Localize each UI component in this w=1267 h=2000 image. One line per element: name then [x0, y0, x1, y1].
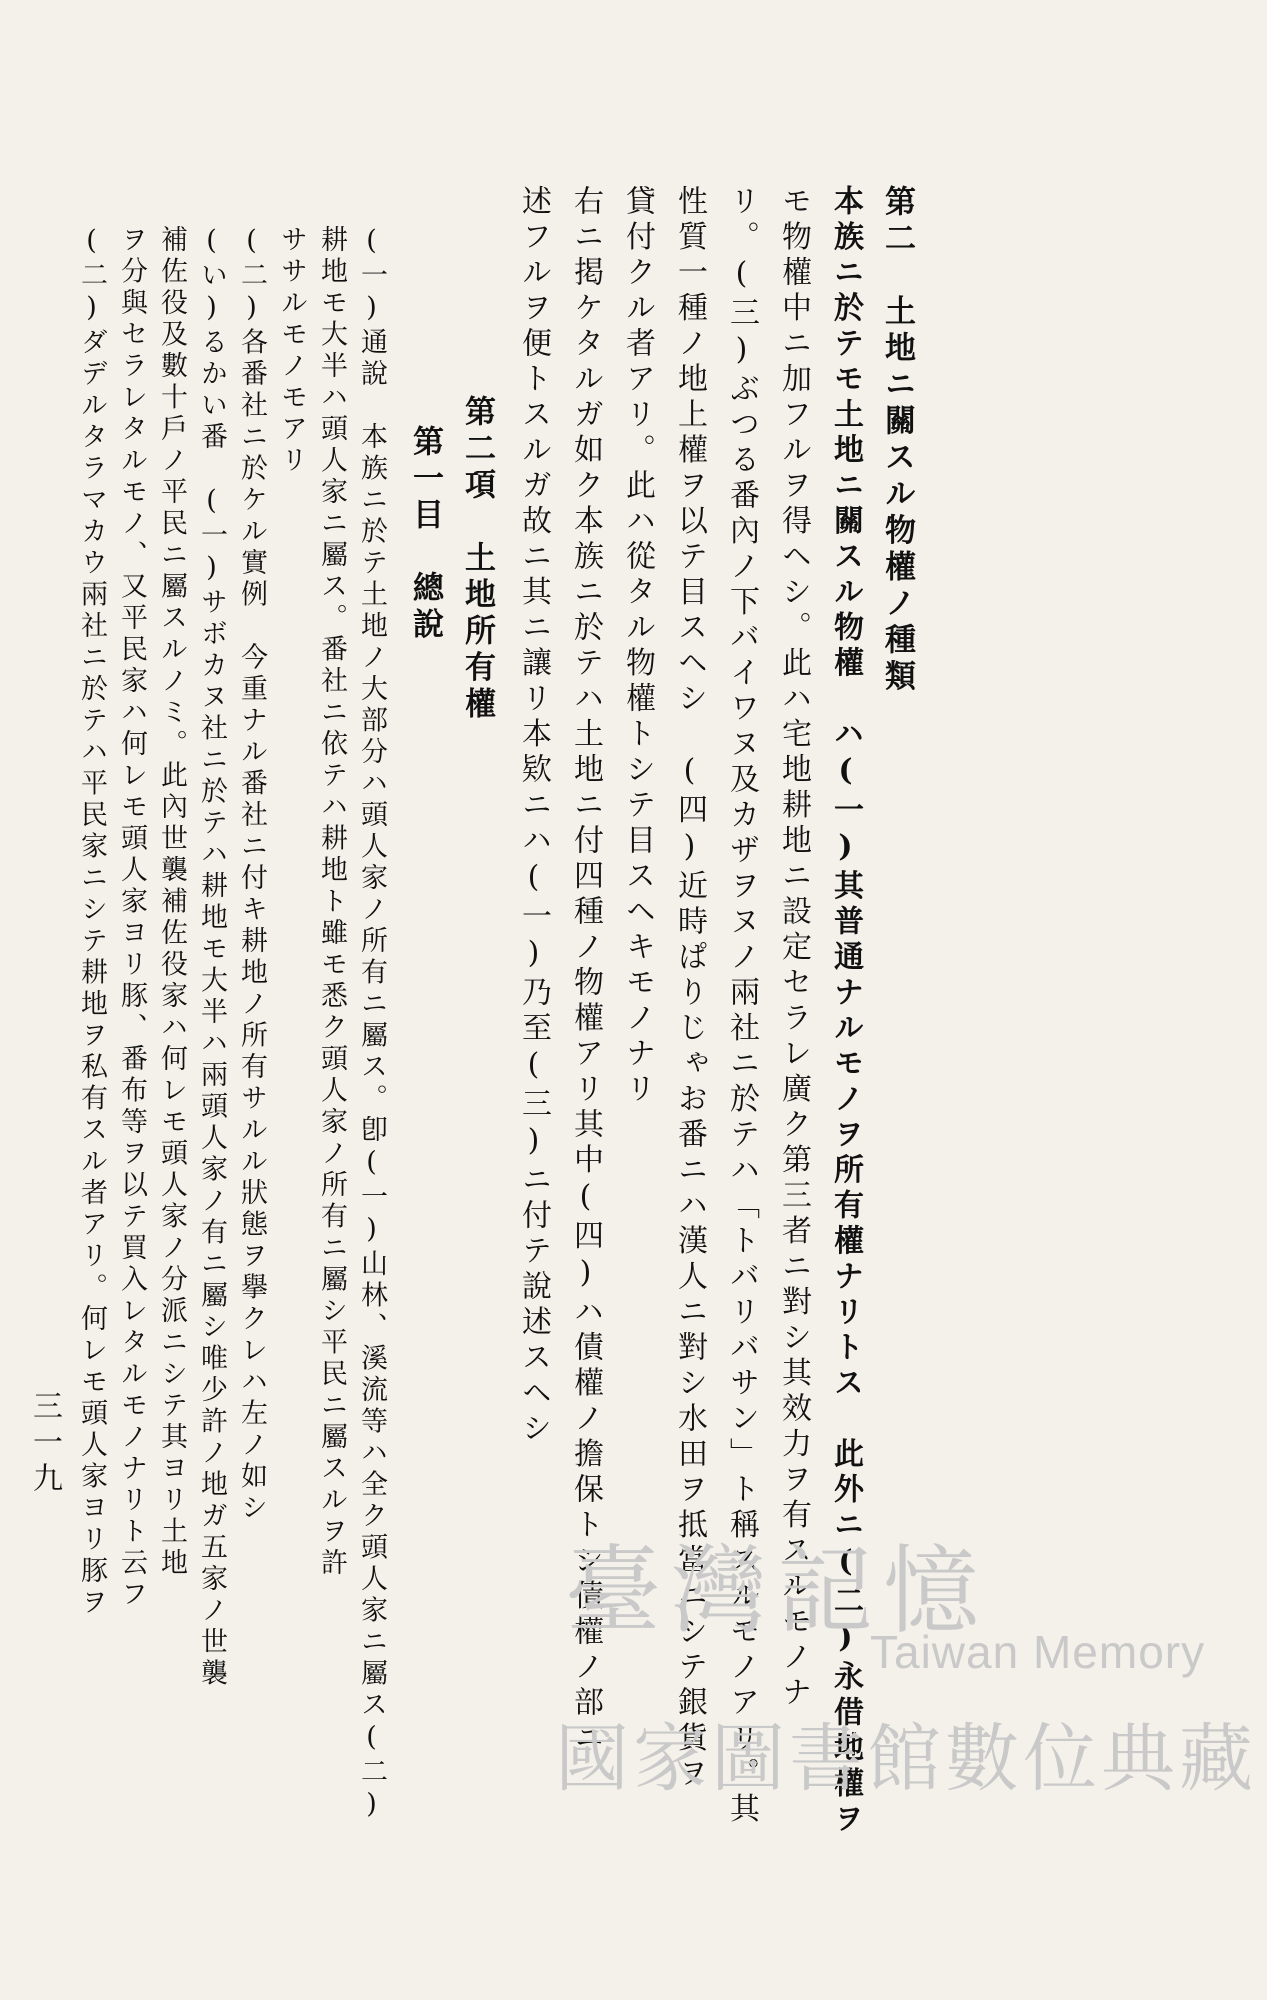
text-column: (二)各番社ニ於ケル實例 今重ナル番社ニ付キ耕地ノ所有サルル狀態ヲ擧クレハ左ノ如シ: [236, 225, 267, 1525]
subsection-heading: 第一目 總說: [407, 425, 443, 644]
text-column: 貸付クル者アリ。此ハ從タル物權トシテ目スヘキモノナリ: [620, 185, 655, 1108]
text-column: ヲ分與セラレタルモノ、又平民家ハ何レモ頭人家ヨリ豚、番布等ヲ以テ買入レタルモノナリト云フ: [116, 225, 147, 1611]
watermark-subtitle: Taiwan Memory: [870, 1626, 1206, 1678]
section-heading: 第二 土地ニ關スル物權ノ種類: [879, 185, 915, 696]
text-column: 性質一種ノ地上權ヲ以テ目スヘシ (四)近時ぱりじゃお番ニハ漢人ニ對シ水田ヲ抵當ニシテ銀貨ヲ: [672, 185, 707, 1793]
watermark-logo-text: 臺灣記憶: [565, 1535, 989, 1647]
text-column: 述フルヲ便トスルガ故ニ其ニ讓リ本欵ニハ(一)乃至(三)ニ付テ說述スヘシ: [516, 185, 551, 1448]
subsection-heading: 第二項 土地所有權: [459, 395, 495, 724]
text-column: 補佐役及數十戶ノ平民ニ屬スルノミ。此內世襲補佐役家ハ何レモ頭人家ノ分派ニシテ其ヨリ土地: [156, 225, 187, 1580]
text-column: (一)通說 本族ニ於テ土地ノ大部分ハ頭人家ノ所有ニ屬ス。卽(一)山林、溪流等ハ全ク頭人家ニ屬ス(二): [356, 225, 387, 1824]
text-column: モ物權中ニ加フルヲ得ヘシ。此ハ宅地耕地ニ設定セラレ廣ク第三者ニ對シ其效力ヲ有スルモノナ: [776, 185, 811, 1712]
text-column: 本族ニ於テモ土地ニ關スル物權 ハ(一)其普通ナルモノヲ所有權ナリトス 此外ニ(二)永借地權ヲ: [828, 185, 863, 1838]
text-column: (二)ダデルタラマカウ兩社ニ於テハ平民家ニシテ耕地ヲ私有スル者アリ。何レモ頭人家ヨリ豚ヲ: [76, 225, 107, 1619]
page-number: 三一九: [27, 1390, 62, 1498]
text-column: (い)るかい番 (一)サボカヌ社ニ於テハ耕地モ大半ハ兩頭人家ノ有ニ屬シ唯少許ノ地ガ五家ノ世襲: [196, 225, 227, 1690]
text-column: リ。(三)ぶつる番內ノ下バイワヌ及カザヲヌノ兩社ニ於テハ「トバリバサン」ト稱スルモノアリ。其: [724, 185, 759, 1828]
text-column: ササルモノモアリ: [276, 225, 307, 477]
text-column: 耕地モ大半ハ頭人家ニ屬ス。番社ニ依テハ耕地ト雖モ悉ク頭人家ノ所有ニ屬シ平民ニ屬スルヲ許: [316, 225, 347, 1580]
text-column: 右ニ掲ケタルガ如ク本族ニ於テハ土地ニ付四種ノ物權アリ其中(四)ハ債權ノ擔保トシ債權ノ部ニ: [568, 185, 603, 1757]
watermark-organization: 國家圖書館數位典藏: [555, 1716, 1257, 1802]
